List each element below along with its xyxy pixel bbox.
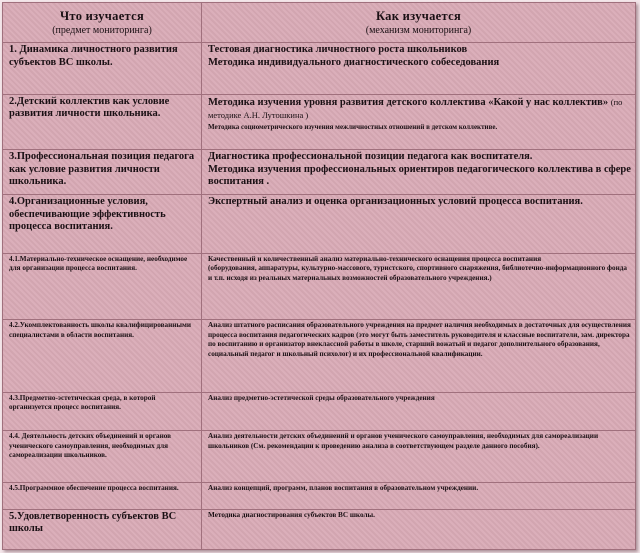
how-line: Методика изучения уровня развития детского коллектива «Какой у нас коллектив» <box>208 96 609 108</box>
what-cell: 5.Удовлетворенность субъектов ВС школы <box>3 509 202 549</box>
how-line: Методика диагностирования субъектов ВС школы. <box>208 510 375 519</box>
how-line: Тестовая диагностика личностного роста школьников <box>208 44 468 56</box>
how-line: Анализ деятельности детских объединений и органов ученического самоуправления, необходимых для самореализации школьников (См. рекомендации к проведению анализа в соответствующем разделе данного пособия). <box>208 432 599 450</box>
table-row <box>3 94 636 149</box>
monitoring-table <box>2 2 636 550</box>
how-cell <box>202 431 636 483</box>
monitoring-table-frame <box>2 2 636 550</box>
what-cell: 4.2.Укомплектованность школы квалифицированными специалистами в области воспитания. <box>3 320 202 393</box>
what-cell: 4.1.Материально-техническое оснащение, необходимое для организации процесса воспитания. <box>3 253 202 319</box>
how-cell <box>202 43 636 94</box>
how-cell <box>202 195 636 253</box>
table-row <box>3 150 636 195</box>
how-cell <box>202 253 636 319</box>
header-what-subtitle: (предмет мониторинга) <box>52 25 152 37</box>
table-row <box>3 483 636 509</box>
how-line: (оборудования, аппаратуры, культурно-массового, туристского, спортивного снаряжения, библиотечно-информационного фонда и т.п. исходя из реальных материальных возможностей образовательного учреждения.) <box>208 264 627 282</box>
what-cell: 2.Детский коллектив как условие развития личности школьника. <box>3 94 202 149</box>
how-cell <box>202 392 636 430</box>
what-cell: 4.4. Деятельность детских объединений и органов ученического самоуправления, необходимых для самореализации школьников. <box>3 431 202 483</box>
how-line: Анализ концепций, программ, планов воспитания в образовательном учреждении. <box>208 484 479 493</box>
what-cell: 4.3.Предметно-эстетическая среда, в которой организуется процесс воспитания. <box>3 392 202 430</box>
header-how-subtitle: (механизм мониторинга) <box>365 25 472 37</box>
how-note: (по методике А.Н. Лутошкина ) <box>208 96 623 121</box>
table-row <box>3 431 636 483</box>
how-cell <box>202 94 636 149</box>
table-row <box>3 195 636 253</box>
table-row <box>3 43 636 94</box>
table-row <box>3 253 636 319</box>
table-row <box>3 320 636 393</box>
header-what-title: Что изучается <box>59 9 145 24</box>
header-what-cell <box>3 3 202 43</box>
header-how-title: Как изучается <box>375 9 462 24</box>
how-line: Экспертный анализ и оценка организационных условий процесса воспитания. <box>208 196 583 208</box>
how-line: Анализ штатного расписания образовательного учреждения на предмет наличия необходимых в достаточных для осуществления процесса воспитания педагогических кадров (это могут быть заместитель руководителя и классные воспитатели, зам. директора по воспитанию и организатор внеклассной работы в школе, старший вожатый и педагог дополнительного образования, социальный педагог и школьный психолог) и их профессиональной квалификации. <box>208 321 631 359</box>
table-header-row <box>3 3 636 43</box>
how-line: Диагностика профессиональной позиции педагога как воспитателя. <box>208 151 533 163</box>
what-cell: 4.5.Программное обеспечение процесса воспитания. <box>3 483 202 509</box>
table-row <box>3 509 636 549</box>
table-row <box>3 392 636 430</box>
what-cell: 3.Профессиональная позиция педагога как условие развития личности школьника. <box>3 150 202 195</box>
how-cell <box>202 320 636 393</box>
how-line: Качественный и количественный анализ материально-технического оснащения процесса воспитания <box>208 254 542 263</box>
how-cell <box>202 483 636 509</box>
how-line: Анализ предметно-эстетической среды образовательного учреждения <box>208 393 435 402</box>
how-small-line: Методика социометрического изучения межличностных отношений в детском коллективе. <box>208 122 498 131</box>
how-line: Методика индивидуального диагностического собеседования <box>208 56 500 68</box>
what-cell: 4.Организационные условия, обеспечивающие эффективность процесса воспитания. <box>3 195 202 253</box>
how-cell <box>202 150 636 195</box>
how-cell <box>202 509 636 549</box>
how-line: Методика изучения профессиональных ориентиров педагогического коллектива в сфере воспитания . <box>208 163 631 188</box>
what-cell: 1. Динамика личностного развития субъектов ВС школы. <box>3 43 202 94</box>
header-how-cell <box>202 3 636 43</box>
